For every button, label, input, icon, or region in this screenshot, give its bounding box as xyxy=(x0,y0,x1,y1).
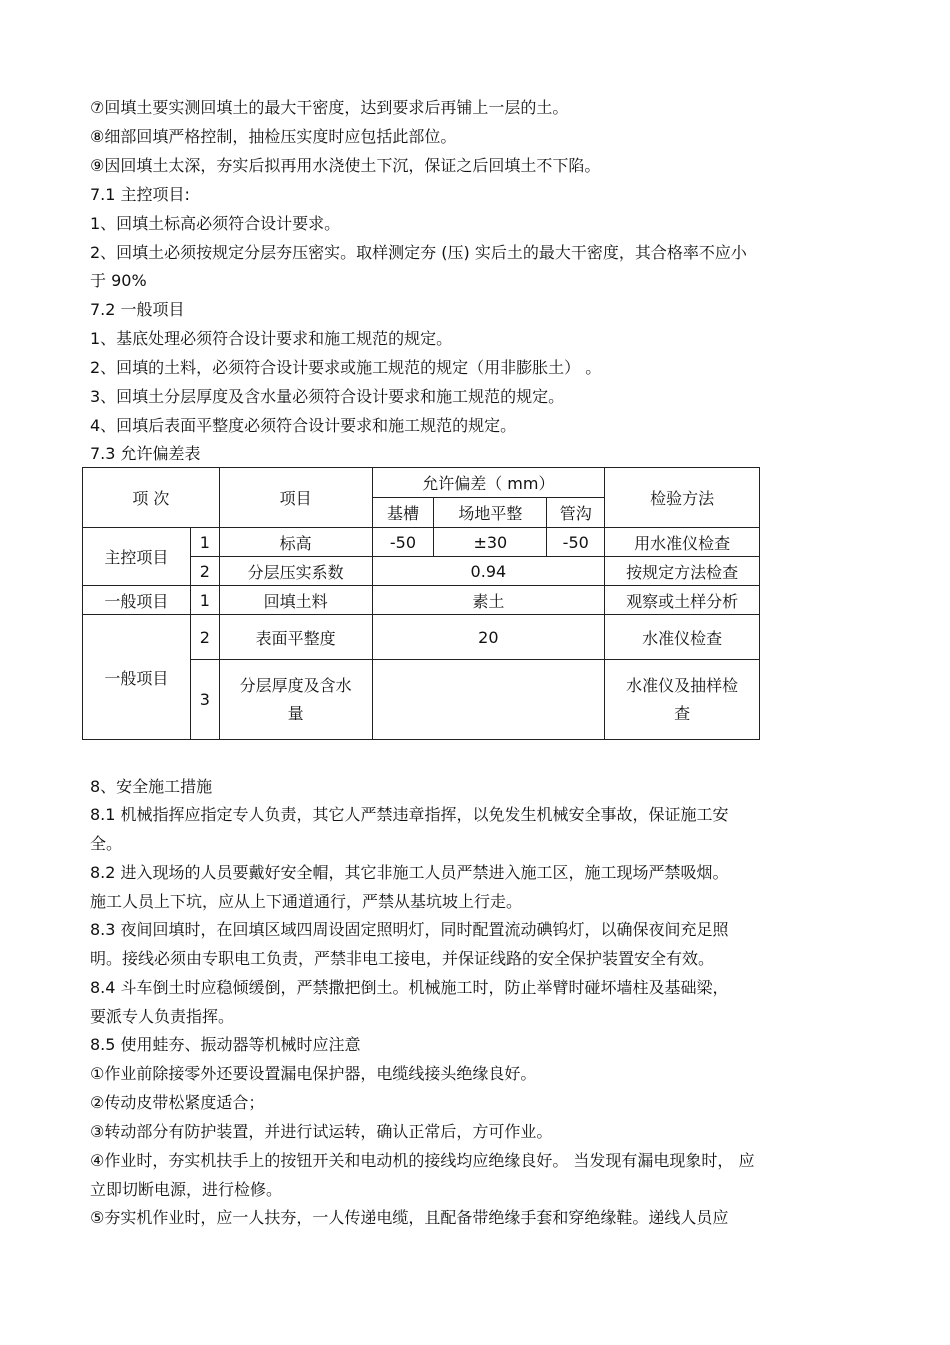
text-line: ②传动皮带松紧度适合； xyxy=(90,1093,265,1112)
row-item-line: 分层厚度及含水 xyxy=(239,675,352,695)
text-line: 于 90% xyxy=(90,271,147,290)
row-method: 水准仪检查 xyxy=(605,615,760,660)
header-tolerance: 允许偏差（ mm） xyxy=(372,468,605,498)
row-value-site: ±30 xyxy=(434,528,547,557)
text-line: 1、基底处理必须符合设计要求和施工规范的规定。 xyxy=(90,329,453,348)
section-heading: 7.2 一般项目 xyxy=(90,300,185,319)
tolerance-table xyxy=(82,467,760,740)
row-method: 按规定方法检查 xyxy=(605,557,760,586)
text-line: 立即切断电源，进行检修。 xyxy=(90,1180,283,1199)
group-main-control: 主控项目 xyxy=(83,528,191,586)
row-number: 1 xyxy=(190,586,219,615)
text-line: 8.2 进入现场的人员要戴好安全帽，其它非施工人员严禁进入施工区，施工现场严禁吸烟。 xyxy=(90,863,729,882)
section-heading: 8.5 使用蛙夯、振动器等机械时应注意 xyxy=(90,1035,361,1054)
text-line: ⑦回填土要实测回填土的最大干密度，达到要求后再铺上一层的土。 xyxy=(90,98,569,117)
text-line: 8.1 机械指挥应指定专人负责，其它人严禁违章指挥，以免发生机械安全事故，保证施工安 xyxy=(90,805,729,824)
row-number: 3 xyxy=(190,660,219,740)
text-line: ⑤夯实机作业时，应一人扶夯，一人传递电缆，且配备带绝缘手套和穿绝缘鞋。递线人员应 xyxy=(90,1208,729,1227)
text-line: 要派专人负责指挥。 xyxy=(90,1007,235,1026)
section-heading: 8、安全施工措施 xyxy=(90,777,213,796)
text-line: ⑧细部回填严格控制，抽检压实度时应包括此部位。 xyxy=(90,127,457,146)
text-line: 明。接线必须由专职电工负责，严禁非电工接电，并保证线路的安全保护装置安全有效。 xyxy=(90,949,715,968)
text-line: ④作业时，夯实机扶手上的按钮开关和电动机的接线均应绝缘良好。 当发现有漏电现象时， 应 xyxy=(90,1151,755,1170)
section-heading: 7.3 允许偏差表 xyxy=(90,444,201,463)
text-line: 8.4 斗车倒土时应稳倾缓倒，严禁撒把倒土。机械施工时，防止举臂时碰坏墙柱及基础梁， xyxy=(90,978,729,997)
row-item: 表面平整度 xyxy=(219,615,372,660)
text-line: 2、回填土必须按规定分层夯压密实。取样测定夯 (压) 实后土的最大干密度，其合格率不应小 xyxy=(90,243,747,262)
row-item: 标高 xyxy=(219,528,372,557)
row-value: 0.94 xyxy=(372,557,605,586)
group-general: 一般项目 xyxy=(83,586,191,615)
row-item: 分层压实系数 xyxy=(219,557,372,586)
row-number: 1 xyxy=(190,528,219,557)
row-number: 2 xyxy=(190,557,219,586)
text-line: 4、回填后表面平整度必须符合设计要求和施工规范的规定。 xyxy=(90,416,517,435)
row-method: 观察或土样分析 xyxy=(605,586,760,615)
row-value xyxy=(372,660,605,740)
text-line: 1、回填土标高必须符合设计要求。 xyxy=(90,214,341,233)
row-item: 回填土料 xyxy=(219,586,372,615)
row-item-line: 量 xyxy=(287,703,304,723)
row-method: 用水准仪检查 xyxy=(605,528,760,557)
row-value: 20 xyxy=(372,615,605,660)
text-line: 3、回填土分层厚度及含水量必须符合设计要求和施工规范的规定。 xyxy=(90,387,565,406)
row-value-pipe: -50 xyxy=(547,528,605,557)
row-method xyxy=(605,660,760,740)
row-value-foundation: -50 xyxy=(372,528,434,557)
text-line: ①作业前除接零外还要设置漏电保护器，电缆线接头绝缘良好。 xyxy=(90,1064,537,1083)
group-general: 一般项目 xyxy=(83,615,191,740)
header-item-no: 项 次 xyxy=(83,468,220,528)
text-line: 施工人员上下坑，应从上下通道通行，严禁从基坑坡上行走。 xyxy=(90,892,523,911)
row-item xyxy=(219,660,372,740)
row-value: 素土 xyxy=(372,586,605,615)
section-heading: 7.1 主控项目: xyxy=(90,185,190,204)
row-method-line: 查 xyxy=(674,703,691,723)
text-line: 全。 xyxy=(90,834,123,853)
text-line: 8.3 夜间回填时，在回填区域四周设固定照明灯，同时配置流动碘钨灯，以确保夜间充足照 xyxy=(90,920,729,939)
text-line: 2、回填的土料，必须符合设计要求或施工规范的规定（用非膨胀土） 。 xyxy=(90,358,602,377)
text-line: ③转动部分有防护装置，并进行试运转，确认正常后，方可作业。 xyxy=(90,1122,553,1141)
header-pipe-trench: 管沟 xyxy=(547,498,605,528)
header-foundation-trench: 基槽 xyxy=(372,498,434,528)
header-method: 检验方法 xyxy=(605,468,760,528)
row-method-line: 水准仪及抽样检 xyxy=(626,675,739,695)
header-site-leveling: 场地平整 xyxy=(434,498,547,528)
row-number: 2 xyxy=(190,615,219,660)
text-line: ⑨因回填土太深，夯实后拟再用水浇使土下沉，保证之后回填土不下陷。 xyxy=(90,156,601,175)
header-item: 项目 xyxy=(219,468,372,528)
